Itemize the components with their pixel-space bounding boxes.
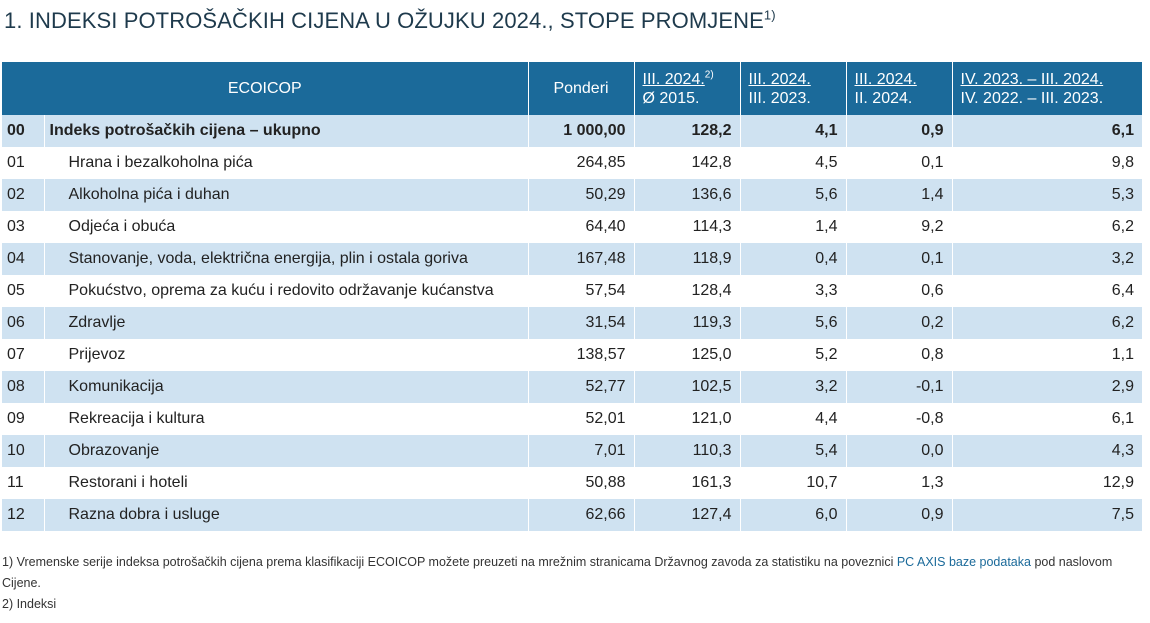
- cell-index-2015: 127,4: [634, 499, 740, 531]
- table-row: [2, 435, 1142, 467]
- cell-annual-change: 4,1: [740, 115, 846, 147]
- cell-monthly-change: -0,1: [846, 371, 952, 403]
- cell-annual-change: 6,0: [740, 499, 846, 531]
- table-row: [2, 403, 1142, 435]
- cell-monthly-change: 1,4: [846, 179, 952, 211]
- cell-name: Indeks potrošačkih cijena – ukupno: [44, 115, 528, 147]
- cell-average-change: 7,5: [952, 499, 1142, 531]
- pc-axis-link[interactable]: PC AXIS baze podataka: [896, 555, 1031, 569]
- header-average-change-line2: IV. 2022. – III. 2023.: [960, 89, 1104, 107]
- cell-monthly-change: 1,3: [846, 467, 952, 499]
- cell-weight: 7,01: [528, 435, 634, 467]
- cell-weight: 264,85: [528, 147, 634, 179]
- cell-annual-change: 4,5: [740, 147, 846, 179]
- cpi-table: [2, 62, 1142, 531]
- table-row: [2, 243, 1142, 275]
- footnote-1-tail: pod naslovom Cijene.: [2, 555, 1113, 590]
- cell-average-change: 2,9: [952, 371, 1142, 403]
- cell-index-2015: 119,3: [634, 307, 740, 339]
- cell-code: 00: [2, 115, 44, 147]
- cell-monthly-change: 0,2: [846, 307, 952, 339]
- table-row: [2, 371, 1142, 403]
- cell-code: 04: [2, 243, 44, 275]
- table-row-total: [2, 115, 1142, 147]
- cell-average-change: 6,2: [952, 307, 1142, 339]
- cell-weight: 64,40: [528, 211, 634, 243]
- header-ecoicop: ECOICOP: [2, 62, 528, 115]
- cell-code: 02: [2, 179, 44, 211]
- cell-name: Prijevoz: [44, 339, 528, 371]
- table-row: [2, 499, 1142, 531]
- cell-annual-change: 3,3: [740, 275, 846, 307]
- cell-index-2015: 125,0: [634, 339, 740, 371]
- cell-name: Restorani i hoteli: [44, 467, 528, 499]
- cell-weight: 52,77: [528, 371, 634, 403]
- footnote-1-text: 1) Vremenske serije indeksa potrošačkih cijena prema klasifikaciji ECOICOP možete preuzeti na mrežnim stranicama Državnog zavoda za statistiku na poveznici: [2, 555, 894, 569]
- cell-monthly-change: 0,9: [846, 499, 952, 531]
- header-average-change: [952, 62, 1142, 115]
- header-footnote-marker: 2): [704, 69, 714, 81]
- cell-average-change: 6,1: [952, 403, 1142, 435]
- footnote-1: [2, 552, 1142, 594]
- header-annual-change-line2: III. 2023.: [748, 89, 811, 107]
- cell-annual-change: 3,2: [740, 371, 846, 403]
- cell-name: Odjeća i obuća: [44, 211, 528, 243]
- cell-monthly-change: 0,0: [846, 435, 952, 467]
- table-row: [2, 307, 1142, 339]
- cell-index-2015: 128,2: [634, 115, 740, 147]
- cell-code: 10: [2, 435, 44, 467]
- cell-index-2015: 142,8: [634, 147, 740, 179]
- cell-average-change: 1,1: [952, 339, 1142, 371]
- header-annual-change-line1: III. 2024.: [748, 70, 811, 88]
- cell-code: 05: [7, 282, 25, 299]
- cell-monthly-change: 0,1: [846, 243, 952, 275]
- cell-average-change: 9,8: [952, 147, 1142, 179]
- cell-annual-change: 1,4: [740, 211, 846, 243]
- cell-code: 06: [2, 307, 44, 339]
- cell-index-2015: 118,9: [634, 243, 740, 275]
- cell-name: Rekreacija i kultura: [44, 403, 528, 435]
- header-average-change-line1: IV. 2023. – III. 2024.: [960, 70, 1104, 88]
- header-ponderi: Ponderi: [528, 62, 634, 115]
- cell-annual-change: 0,4: [740, 243, 846, 275]
- title-footnote-marker: 1): [763, 7, 776, 23]
- cell-name: Pokućstvo, oprema za kuću i redovito održavanje kućanstva: [44, 275, 528, 307]
- cell-code: 09: [7, 410, 25, 427]
- page-title-text: 1. INDEKSI POTROŠAČKIH CIJENA U OŽUJKU 2024., STOPE PROMJENE: [4, 8, 764, 33]
- cell-weight: 31,54: [528, 307, 634, 339]
- cell-average-change: 4,3: [952, 435, 1142, 467]
- cell-monthly-change: 0,9: [846, 115, 952, 147]
- cell-annual-change: 5,6: [740, 179, 846, 211]
- table-row: [2, 147, 1142, 179]
- cell-name: Hrana i bezalkoholna pića: [44, 147, 528, 179]
- page-title: [4, 8, 776, 34]
- table-body: [2, 115, 1142, 531]
- table-row: [2, 275, 1142, 307]
- table-row: [2, 467, 1142, 499]
- cell-weight: 138,57: [528, 339, 634, 371]
- cell-index-2015: 128,4: [634, 275, 740, 307]
- cell-average-change: 6,1: [952, 115, 1142, 147]
- table-row: [2, 339, 1142, 371]
- cell-monthly-change: -0,8: [846, 403, 952, 435]
- cell-index-2015: 161,3: [634, 467, 740, 499]
- cell-name: Komunikacija: [44, 371, 528, 403]
- cell-weight: 50,88: [528, 467, 634, 499]
- table-row: [2, 211, 1142, 243]
- cell-annual-change: 10,7: [740, 467, 846, 499]
- cell-weight: 1 000,00: [528, 115, 634, 147]
- cell-index-2015: 114,3: [634, 211, 740, 243]
- cell-weight: 167,48: [528, 243, 634, 275]
- cell-code: 08: [2, 371, 44, 403]
- cell-name: Alkoholna pića i duhan: [44, 179, 528, 211]
- cell-index-2015: 136,6: [634, 179, 740, 211]
- header-monthly-change-line2: II. 2024.: [854, 89, 913, 107]
- cell-name: Zdravlje: [44, 307, 528, 339]
- table-header-row: [2, 62, 1142, 115]
- header-index-2015-line2: Ø 2015.: [642, 89, 700, 107]
- cell-code: 11: [7, 474, 24, 491]
- footnote-2: 2) Indeksi: [2, 597, 57, 611]
- cell-monthly-change: 0,1: [846, 147, 952, 179]
- cell-name: Obrazovanje: [44, 435, 528, 467]
- cell-name: Razna dobra i usluge: [44, 499, 528, 531]
- cell-monthly-change: 0,6: [846, 275, 952, 307]
- cell-weight: 50,29: [528, 179, 634, 211]
- cell-code: 12: [2, 499, 44, 531]
- cell-average-change: 3,2: [952, 243, 1142, 275]
- footnotes: [2, 552, 1142, 615]
- cell-code: 03: [7, 218, 25, 235]
- header-index-2015: [634, 62, 740, 115]
- cell-average-change: 6,4: [952, 275, 1142, 307]
- cell-code: 01: [7, 154, 25, 171]
- header-monthly-change-line1: III. 2024.: [854, 70, 917, 88]
- cell-index-2015: 121,0: [634, 403, 740, 435]
- header-index-2015-line1: III. 2024.: [642, 70, 705, 88]
- cell-annual-change: 5,2: [740, 339, 846, 371]
- cell-monthly-change: 9,2: [846, 211, 952, 243]
- cell-annual-change: 5,4: [740, 435, 846, 467]
- cell-average-change: 6,2: [952, 211, 1142, 243]
- cell-code: 07: [7, 346, 25, 363]
- cell-name: Stanovanje, voda, električna energija, plin i ostala goriva: [44, 243, 528, 275]
- cell-index-2015: 102,5: [634, 371, 740, 403]
- cell-monthly-change: 0,8: [846, 339, 952, 371]
- cell-annual-change: 4,4: [740, 403, 846, 435]
- cell-annual-change: 5,6: [740, 307, 846, 339]
- cell-average-change: 5,3: [952, 179, 1142, 211]
- header-annual-change: [740, 62, 846, 115]
- cell-index-2015: 110,3: [634, 435, 740, 467]
- table-row: [2, 179, 1142, 211]
- header-monthly-change: [846, 62, 952, 115]
- cell-weight: 62,66: [528, 499, 634, 531]
- cell-weight: 57,54: [528, 275, 634, 307]
- cell-weight: 52,01: [528, 403, 634, 435]
- cell-average-change: 12,9: [952, 467, 1142, 499]
